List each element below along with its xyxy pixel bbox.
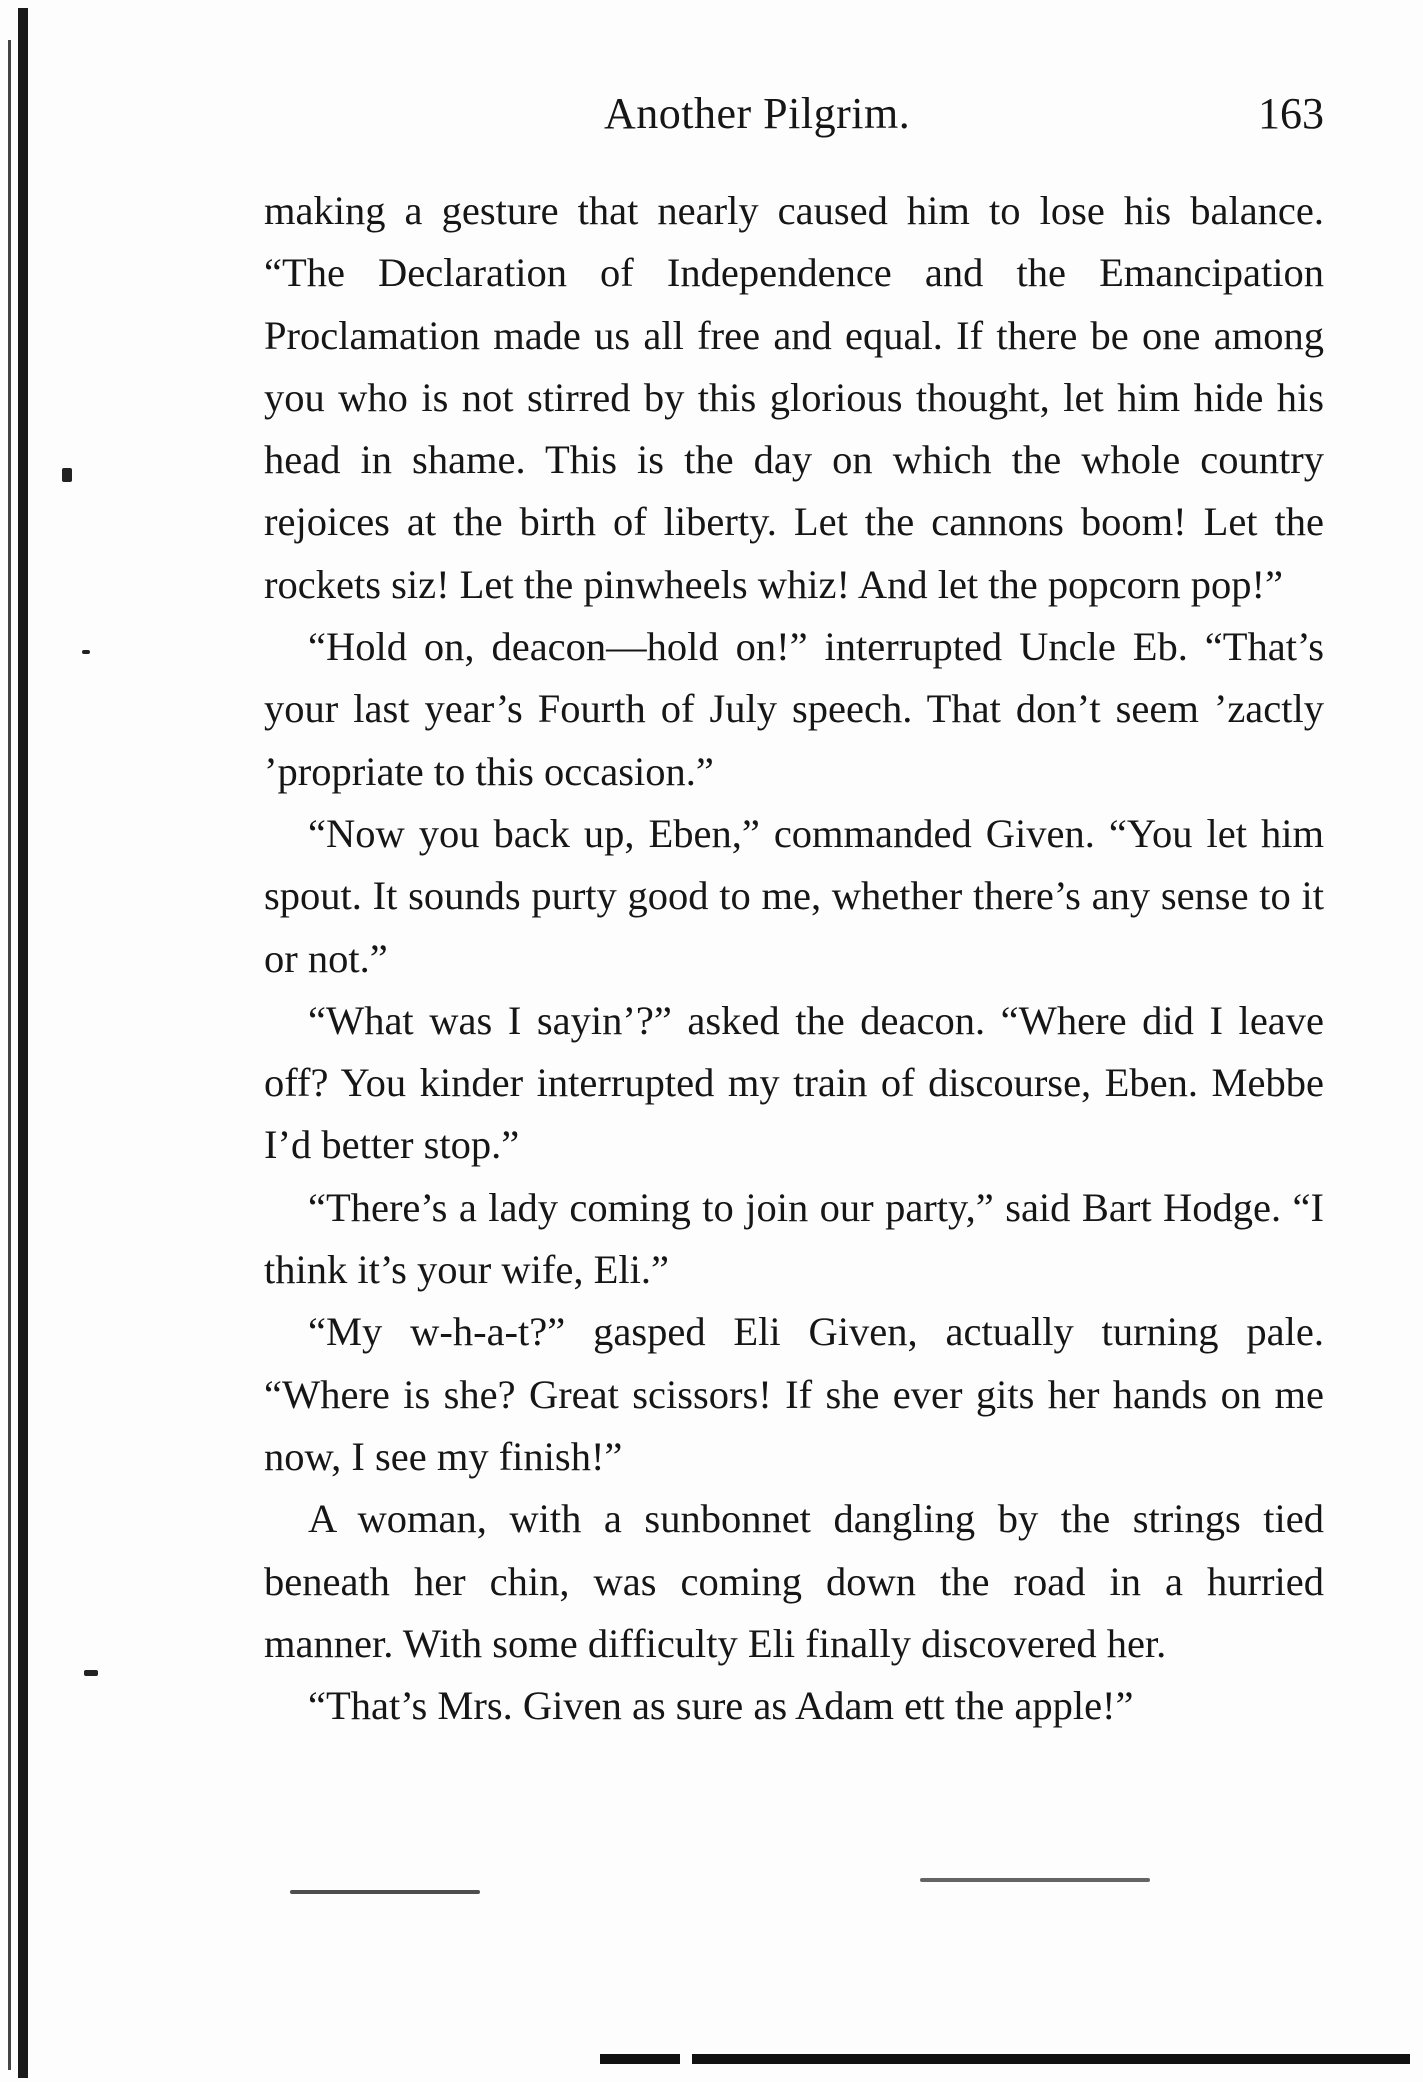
paragraph-7: A woman, with a sunbonnet dangling by the strings tied beneath her chin, was coming down the road in a hurried manner. With some difficulty Eli finally discovered her. — [264, 1496, 1324, 1666]
running-head: Another Pilgrim. — [604, 89, 911, 138]
ink-smudge — [920, 1878, 1150, 1882]
binding-shadow — [8, 40, 11, 2070]
bottom-rule-gap — [680, 2054, 692, 2064]
ink-smudge — [62, 468, 72, 482]
page-number: 163 — [1258, 89, 1324, 138]
paragraph-6: “My w-h-a-t?” gasped Eli Given, actually turning pale. “Where is she? Great scissors! If she ever gits her hands on me now, I see my finish!” — [264, 1309, 1324, 1479]
ink-smudge — [290, 1890, 480, 1894]
paragraph-2: “Hold on, deacon—hold on!” interrupted Uncle Eb. “That’s your last year’s Fourth of July speech. That don’t seem ’zactly ’propriate to this occasion.” — [264, 624, 1324, 794]
body-text — [264, 180, 1324, 1737]
paragraph-5: “There’s a lady coming to join our party,” said Bart Hodge. “I think it’s your wife, Eli.” — [264, 1184, 1324, 1293]
paragraph-1: making a gesture that nearly caused him to lose his balance. “The Declaration of Independence and the Emancipation Proclamation made us all free and equal. If there be one among you who is not stirred by this glorious thought, let him hide his head in shame. This is the day on which the whole country rejoices at the birth of liberty. Let the cannons boom! Let the rockets siz! Let the pinwheels whiz! And let the popcorn pop!” — [264, 188, 1324, 607]
page-header — [264, 88, 1324, 148]
bottom-rule — [600, 2054, 1410, 2064]
paragraph-8: “That’s Mrs. Given as sure as Adam ett the apple!” — [308, 1683, 1134, 1729]
ink-smudge — [82, 650, 90, 654]
ink-smudge — [84, 1670, 98, 1676]
binding-edge — [18, 8, 28, 2078]
paragraph-3: “Now you back up, Eben,” commanded Given. “You let him spout. It sounds purty good to me, whether there’s any sense to it or not.” — [264, 810, 1324, 981]
paragraph-4: “What was I sayin’?” asked the deacon. “Where did I leave off? You kinder interrupted my train of discourse, Eben. Mebbe I’d better stop.” — [264, 997, 1324, 1168]
